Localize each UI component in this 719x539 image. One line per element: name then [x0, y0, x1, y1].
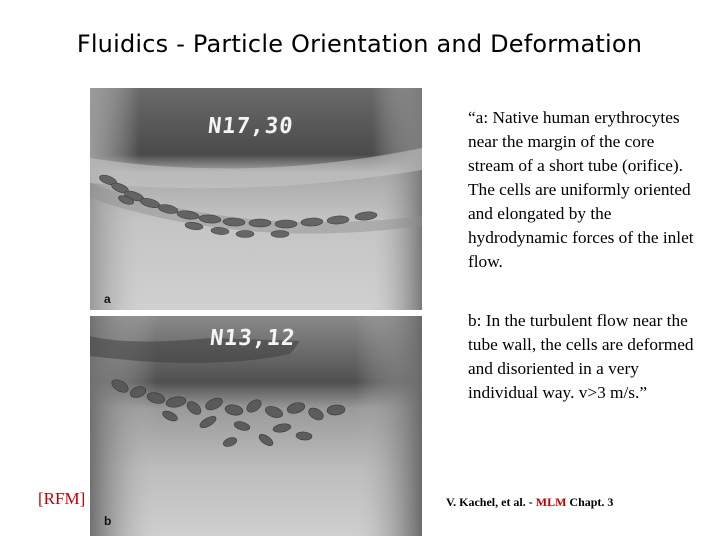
caption-a: “a: Native human erythrocytes near the margin of the core stream of a short tube (orifice). The cells are uniformly oriented and elongated by the hydrodynamic forces of the inlet flow.	[468, 108, 694, 271]
slide-title: Fluidics - Particle Orientation and Deformation	[76, 30, 643, 58]
credit-authors: V. Kachel, et al. -	[446, 495, 536, 509]
micrograph-b-label: N13,12	[208, 326, 297, 351]
caption-b: b: In the turbulent flow near the tube wall, the cells are deformed and disoriented in a very individual way. v>3 m/s.”	[468, 311, 694, 402]
micrograph-a-label: N17,30	[206, 114, 295, 139]
panel-b-letter: b	[104, 514, 112, 528]
panel-a-letter: a	[104, 292, 111, 306]
credit-book: MLM	[535, 495, 567, 509]
micrograph-a	[90, 88, 422, 310]
rfm-reference: [RFM]	[38, 489, 86, 508]
credit-chapter: Chapt. 3	[566, 495, 614, 509]
source-credit	[446, 495, 613, 510]
micrograph-b	[90, 316, 422, 536]
